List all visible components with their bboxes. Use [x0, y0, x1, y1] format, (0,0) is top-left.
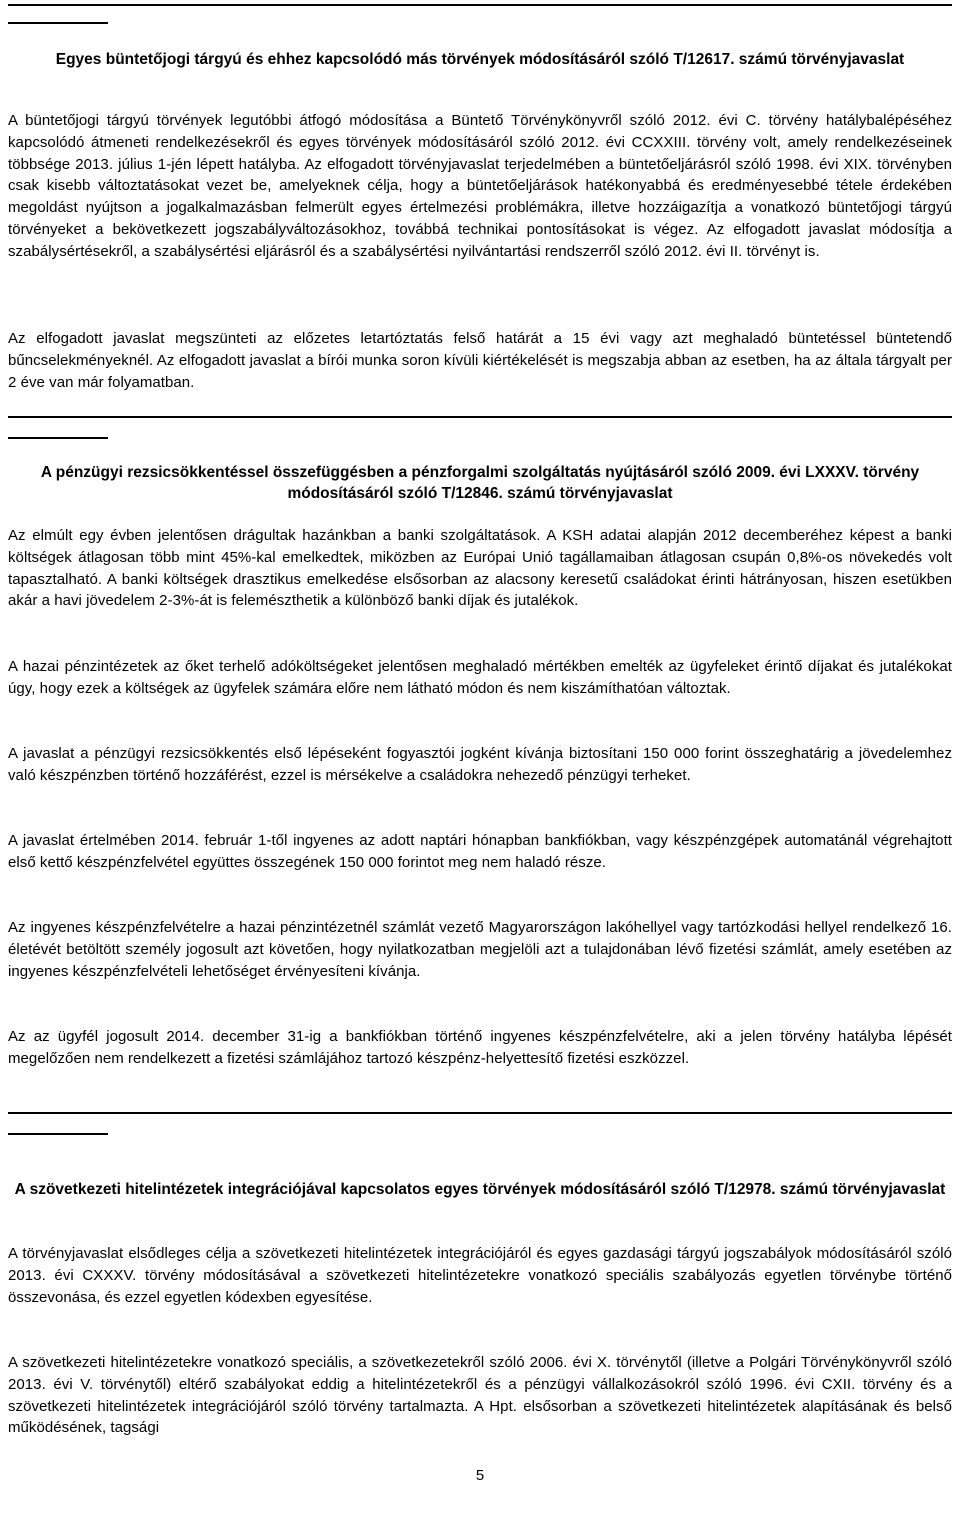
section-2-title: A pénzügyi rezsicsökkentéssel összefüggésben a pénzforgalmi szolgáltatás nyújtásáról szóló 2009. évi LXXXV. törvény módosításáról szóló T/12846. számú törvényjavaslat: [40, 464, 920, 502]
section-2-paragraph-5: Az ingyenes készpénzfelvételre a hazai pénzintézetnél számlát vezető Magyarországon lakóhellyel vagy tartózkodási hellyel rendelkező 16. életévét betöltött személy jogosult azt követően, hogy nyilatkozatban megjelöli azt a tulajdonában lévő fizetési számlát, amely esetében az ingyenes készpénzfelvételi lehetőséget érvényesíteni kívánja.: [8, 919, 952, 980]
section-1-paragraph-2: Az elfogadott javaslat megszünteti az előzetes letartóztatás felső határát a 15 évi vagy azt meghaladó büntetéssel büntetendő bűncselekményeknél. Az elfogadott javaslat a bírói munka soron kívüli kiértékelését is megszabja abban az esetben, ha az általa tárgyalt per 2 éve van már folyamatban.: [8, 330, 952, 391]
separator-line: [8, 416, 952, 418]
section-2-paragraph-6: Az az ügyfél jogosult 2014. december 31-ig a bankfiókban történő ingyenes készpénzfelvételre, aki a jelen törvény hatályba lépését megelőzően nem rendelkezett a fizetési számlájához tartozó készpénz-helyettesítő fizetési eszközzel.: [8, 1028, 952, 1067]
page-number: 5: [475, 1467, 485, 1484]
section-1-paragraph-1: A büntetőjogi tárgyú törvények legutóbbi átfogó módosítása a Büntető Törvénykönyvről szóló 2012. évi C. törvény hatálybalépéséhez kapcsolódó átmeneti rendelkezésekről és egyes törvények módosításáról szóló 2012. évi CCXXIII. törvény volt, amely rendelkezéseinek többsége 2013. július 1-jén lépett hatályba. Az elfogadott törvényjavaslat terjedelmében a büntetőeljárásról szóló 1998. évi XIX. törvényben csak kisebb változtatásokat vezet be, amelyeknek célja, hogy a büntetőeljárások hatékonyabbá és eredményesebbé tétele érdekében megoldást nyújtson a jogalkalmazásban felmerült egyes értelmezési problémákra, illetve hozzáigazítja a vonatkozó büntetőjogi tárgyú törvényeket a bekövetkezett jogszabályváltozásokhoz, továbbá technikai pontosításokat is végez. Az elfogadott javaslat módosítja a szabálysértésekről, a szabálysértési eljárásról és a szabálysértési nyilvántartási rendszerről szóló 2012. évi II. törvényt is.: [8, 112, 952, 260]
section-1-title: Egyes büntetőjogi tárgyú és ehhez kapcsolódó más törvények módosításáról szóló T/12617. számú törvényjavaslat: [55, 51, 905, 68]
section-2-paragraph-1: Az elmúlt egy évben jelentősen drágultak hazánkban a banki szolgáltatások. A KSH adatai alapján 2012 decemberéhez képest a banki költségek átlagosan több mint 45%-kal emelkedtek, miközben az Európai Unió tagállamaiban átlagosan csupán 0,8%-os növekedés volt tapasztalható. A banki költségek drasztikus emelkedése elsősorban az alacsony keresetű családokat érinti hátrányosan, hiszen esetükben akár a havi jövedelem 2-3%-át is felemészthetik a különböző banki díjak és jutalékok.: [8, 527, 952, 610]
separator-short-line: [8, 1133, 108, 1135]
separator-short-line: [8, 22, 108, 24]
section-3-paragraph-1: A törvényjavaslat elsődleges célja a szövetkezeti hitelintézetek integrációjáról és egyes gazdasági tárgyú jogszabályok módosításáról szóló 2013. évi CXXXV. törvény módosításával a szövetkezeti hitelintézetekre vonatkozó speciális szabályozás egyetlen törvénybe történő összevonása, és ezzel egyetlen kódexben egyesítése.: [8, 1245, 952, 1306]
section-3-title: A szövetkezeti hitelintézetek integrációjával kapcsolatos egyes törvények módosításáról szóló T/12978. számú törvényjavaslat: [14, 1181, 946, 1198]
separator-line: [8, 4, 952, 6]
section-2-paragraph-3: A javaslat a pénzügyi rezsicsökkentés első lépéseként fogyasztói jogként kívánja biztosítani 150 000 forint összeghatárig a jövedelemhez való készpénzben történő hozzáférést, ezzel is mérsékelve a családokra nehezedő pénzügyi terheket.: [8, 745, 952, 784]
section-3-paragraph-2: A szövetkezeti hitelintézetekre vonatkozó speciális, a szövetkezetekről szóló 2006. évi X. törvénytől (illetve a Polgári Törvénykönyvről szóló 2013. évi V. törvénytől) eltérő szabályokat eddig a hitelintézetekről és a pénzügyi vállalkozásokról szóló 1996. évi CXII. törvény és a szövetkezeti hitelintézetek integrációjáról szóló törvény tartalmazta. A Hpt. elsősorban a szövetkezeti hitelintézetek alapításának és belső működésének, tagsági: [8, 1354, 952, 1437]
separator-short-line: [8, 437, 108, 439]
section-2-paragraph-4: A javaslat értelmében 2014. február 1-től ingyenes az adott naptári hónapban bankfiókban, vagy készpénzgépek automatánál végrehajtott első kettő készpénzfelvétel együttes összegének 150 000 forintot meg nem haladó része.: [8, 832, 952, 871]
separator-line: [8, 1112, 952, 1114]
section-2-paragraph-2: A hazai pénzintézetek az őket terhelő adóköltségeket jelentősen meghaladó mértékben emelték az ügyfeleket érintő díjakat és jutalékokat úgy, hogy ezek a költségek az ügyfelek számára előre nem látható módon és nem kiszámíthatóan változtak.: [8, 658, 952, 697]
